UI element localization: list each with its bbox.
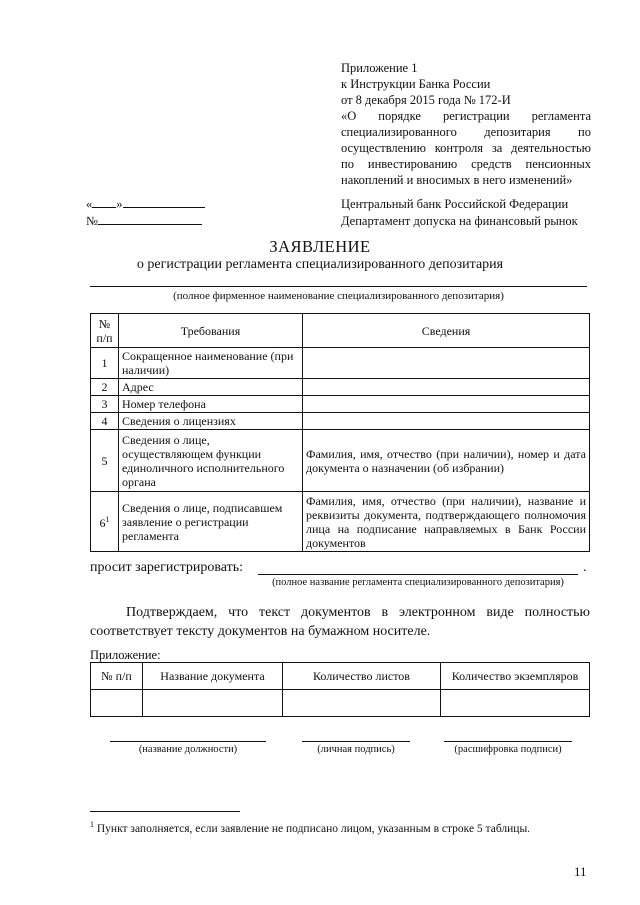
confirmation-line: соответствует тексту документов на бумажном носителе. [90, 624, 431, 639]
att-cell[interactable] [283, 690, 441, 717]
confirmation-line: Подтверждаем, что текст документов в электронном виде полностью [126, 605, 590, 620]
depositary-name-line[interactable] [90, 286, 587, 287]
signature-caption: (личная подпись) [317, 744, 395, 755]
att-cell[interactable] [91, 690, 143, 717]
row-number-value: 6 [99, 516, 106, 530]
confirmation-paragraph [90, 603, 590, 641]
row-info-cell[interactable]: Фамилия, имя, отчество (при наличии), номер и дата документа о назначении (об избрании) [303, 430, 590, 492]
row-requirement: Сведения о лице, подписавшем заявление о регистрации регламента [119, 492, 303, 552]
number-sign: № [86, 214, 98, 228]
appendix-line: осуществлению контроля за деятельностью [341, 141, 591, 155]
row-number [91, 492, 119, 552]
day-blank [92, 195, 116, 208]
att-cell[interactable] [143, 690, 283, 717]
row-number: 4 [91, 413, 119, 430]
appendix-line: специализированного депозитария по [341, 125, 591, 139]
table-header-row [91, 314, 590, 348]
appendix-line: накоплений и вносимых в него изменений» [341, 173, 573, 187]
regulation-name-line[interactable] [258, 574, 578, 575]
date-field[interactable] [86, 195, 205, 212]
row-info-cell[interactable] [303, 396, 590, 413]
footnote [90, 820, 530, 835]
footnote-text: Пункт заполняется, если заявление не подписано лицом, указанным в строке 5 таблицы. [94, 822, 531, 835]
document-subtitle: о регистрации регламента специализированного депозитария [136, 257, 504, 272]
row-number: 5 [91, 430, 119, 492]
row-info-cell[interactable] [303, 413, 590, 430]
register-request-label: просит зарегистрировать: [90, 560, 244, 575]
footnote-ref: 1 [105, 515, 110, 524]
table-row [91, 379, 590, 396]
col-header-num: № п/п [91, 314, 119, 348]
signature-line[interactable] [302, 741, 410, 742]
att-col-sheets: Количество листов [283, 663, 441, 690]
attachment-label: Приложение: [90, 648, 161, 662]
row-requirement: Сокращенное наименование (при наличии) [119, 348, 303, 379]
row-requirement: Сведения о лицензиях [119, 413, 303, 430]
recipient-block [341, 196, 578, 230]
att-col-copies: Количество экземпляров [441, 663, 590, 690]
position-line[interactable] [110, 741, 266, 742]
number-field[interactable] [86, 212, 205, 229]
table-row [91, 430, 590, 492]
footnote-separator [90, 811, 240, 812]
row-info-cell[interactable]: Фамилия, имя, отчество (при наличии), название и реквизиты документа, подтверждающего полномочия лица на подписание направляемых в Банк России документов [303, 492, 590, 552]
register-request-end: . [583, 560, 587, 575]
footnote-mark: 1 [90, 820, 94, 829]
row-info-cell[interactable] [303, 379, 590, 396]
row-number: 3 [91, 396, 119, 413]
att-col-num: № п/п [91, 663, 143, 690]
row-number: 1 [91, 348, 119, 379]
decoding-caption: (расшифровка подписи) [454, 744, 562, 755]
document-title: ЗАЯВЛЕНИЕ [269, 237, 371, 256]
appendix-line: Приложение 1 [341, 61, 418, 75]
table-row [91, 348, 590, 379]
col-header-info: Сведения [303, 314, 590, 348]
table-row [91, 413, 590, 430]
appendix-line: по инвестированию средств пенсионных [341, 157, 591, 171]
close-quote: » [116, 197, 123, 211]
row-requirement: Номер телефона [119, 396, 303, 413]
table-row [91, 396, 590, 413]
row-info-cell[interactable] [303, 348, 590, 379]
requirements-table [90, 313, 590, 552]
decoding-line[interactable] [444, 741, 572, 742]
position-caption: (название должности) [138, 744, 238, 755]
table-row [91, 492, 590, 552]
page-number: 11 [574, 864, 587, 879]
open-quote: « [86, 197, 93, 211]
month-year-blank [123, 195, 205, 208]
attachment-header-row [91, 663, 590, 690]
number-blank [98, 212, 202, 225]
appendix-line: «О порядке регистрации регламента [341, 109, 591, 123]
date-number-block [86, 195, 205, 229]
regulation-name-caption: (полное название регламента специализированного депозитария) [272, 577, 564, 588]
depositary-name-caption: (полное фирменное наименование специализированного депозитария) [173, 290, 504, 302]
row-number: 2 [91, 379, 119, 396]
row-requirement: Сведения о лице, осуществляющем функции единоличного исполнительного органа [119, 430, 303, 492]
recipient-line: Департамент допуска на финансовый рынок [341, 214, 578, 228]
attachment-empty-row [91, 690, 590, 717]
recipient-line: Центральный банк Российской Федерации [341, 197, 569, 211]
att-cell[interactable] [441, 690, 590, 717]
row-requirement: Адрес [119, 379, 303, 396]
appendix-line: от 8 декабря 2015 года № 172-И [341, 93, 511, 107]
col-header-requirements: Требования [119, 314, 303, 348]
attachment-table [90, 662, 590, 717]
att-col-doc-name: Название документа [143, 663, 283, 690]
appendix-header [341, 60, 591, 188]
appendix-line: к Инструкции Банка России [341, 77, 491, 91]
